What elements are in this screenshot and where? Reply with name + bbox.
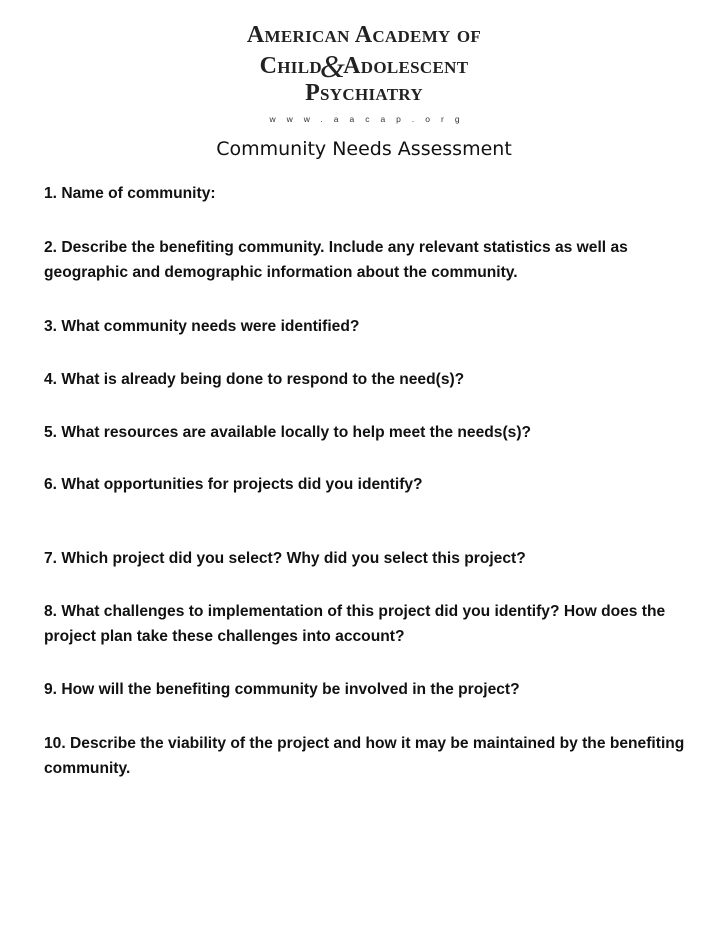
- page-title: Community Needs Assessment: [216, 138, 512, 160]
- question-3: 3. What community needs were identified?: [44, 318, 360, 335]
- logo-line-3: Psychiatry: [305, 80, 423, 106]
- logo-url: www.aacap.org: [269, 114, 471, 124]
- question-1: 1. Name of community:: [44, 185, 216, 202]
- question-8: 8. What challenges to implementation of this project did you identify? How does the project plan take these challenges into account?: [44, 603, 666, 645]
- question-6: 6. What opportunities for projects did you identify?: [44, 476, 423, 493]
- logo-word-adolescent: Adolescent: [343, 53, 469, 79]
- question-2: 2. Describe the benefiting community. Include any relevant statistics as well as geographic and demographic information about the community.: [44, 239, 628, 281]
- aacap-logo: [0, 22, 728, 124]
- question-7: 7. Which project did you select? Why did you select this project?: [44, 550, 526, 567]
- logo-ampersand: &: [319, 48, 346, 84]
- logo-line-1: American Academy of: [246, 22, 482, 48]
- question-9: 9. How will the benefiting community be involved in the project?: [44, 681, 520, 698]
- logo-line-2: [0, 48, 728, 84]
- logo-word-child: Child: [259, 53, 322, 79]
- question-4: 4. What is already being done to respond to the need(s)?: [44, 371, 465, 388]
- question-10: 10. Describe the viability of the project and how it may be maintained by the benefiting community.: [44, 735, 685, 777]
- question-5: 5. What resources are available locally to help meet the needs(s)?: [44, 424, 532, 441]
